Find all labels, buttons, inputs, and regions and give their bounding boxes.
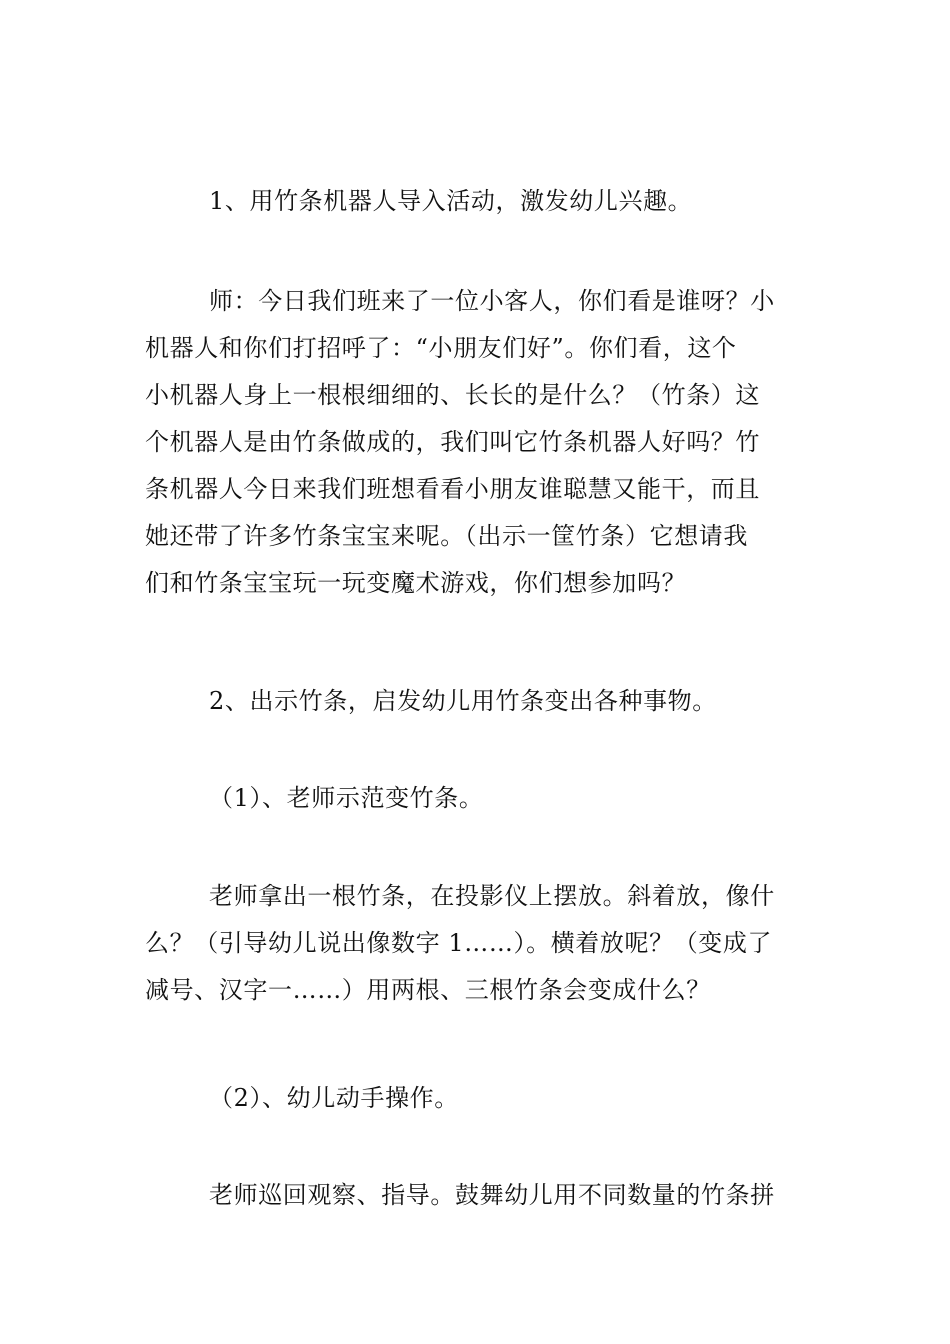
text-line: 2、出示竹条，启发幼儿用竹条变出各种事物。: [209, 687, 717, 715]
text-line: 老师巡回观察、指导。鼓舞幼儿用不同数量的竹条拼: [209, 1181, 775, 1209]
text-line: 师：今日我们班来了一位小客人，你们看是谁呀？小: [209, 287, 775, 315]
text-line: 她还带了许多竹条宝宝来呢。（出示一筐竹条）它想请我: [145, 522, 748, 550]
text-line: 老师拿出一根竹条，在投影仪上摆放。斜着放，像什: [209, 882, 775, 910]
paragraph-teacher-demo: [145, 873, 810, 1014]
subsection-heading-2: [145, 1075, 810, 1122]
text-line: 小机器人身上一根根细细的、长长的是什么？（竹条）这: [145, 381, 760, 409]
text-line: 个机器人是由竹条做成的，我们叫它竹条机器人好吗？竹: [145, 428, 760, 456]
section-heading-2: [145, 678, 810, 725]
section-heading-1: [145, 178, 810, 225]
text-line: 么？（引导幼儿说出像数字 1……）。横着放呢？（变成了: [145, 929, 773, 957]
text-line: 条机器人今日来我们班想看看小朋友谁聪慧又能干，而且: [145, 475, 760, 503]
text-line: 们和竹条宝宝玩一玩变魔术游戏，你们想参加吗？: [145, 569, 687, 597]
paragraph-teacher-intro: [145, 278, 810, 607]
subsection-heading-1: [145, 775, 810, 822]
text-line: （2）、幼儿动手操作。: [209, 1084, 459, 1112]
paragraph-teacher-guidance: [145, 1172, 810, 1219]
text-line: （1）、老师示范变竹条。: [209, 784, 484, 812]
text-line: 机器人和你们打招呼了：“小朋友们好”。你们看，这个: [145, 334, 737, 362]
text-line: 1、用竹条机器人导入活动，激发幼儿兴趣。: [209, 187, 693, 215]
text-line: 减号、汉字一……）用两根、三根竹条会变成什么？: [145, 976, 711, 1004]
